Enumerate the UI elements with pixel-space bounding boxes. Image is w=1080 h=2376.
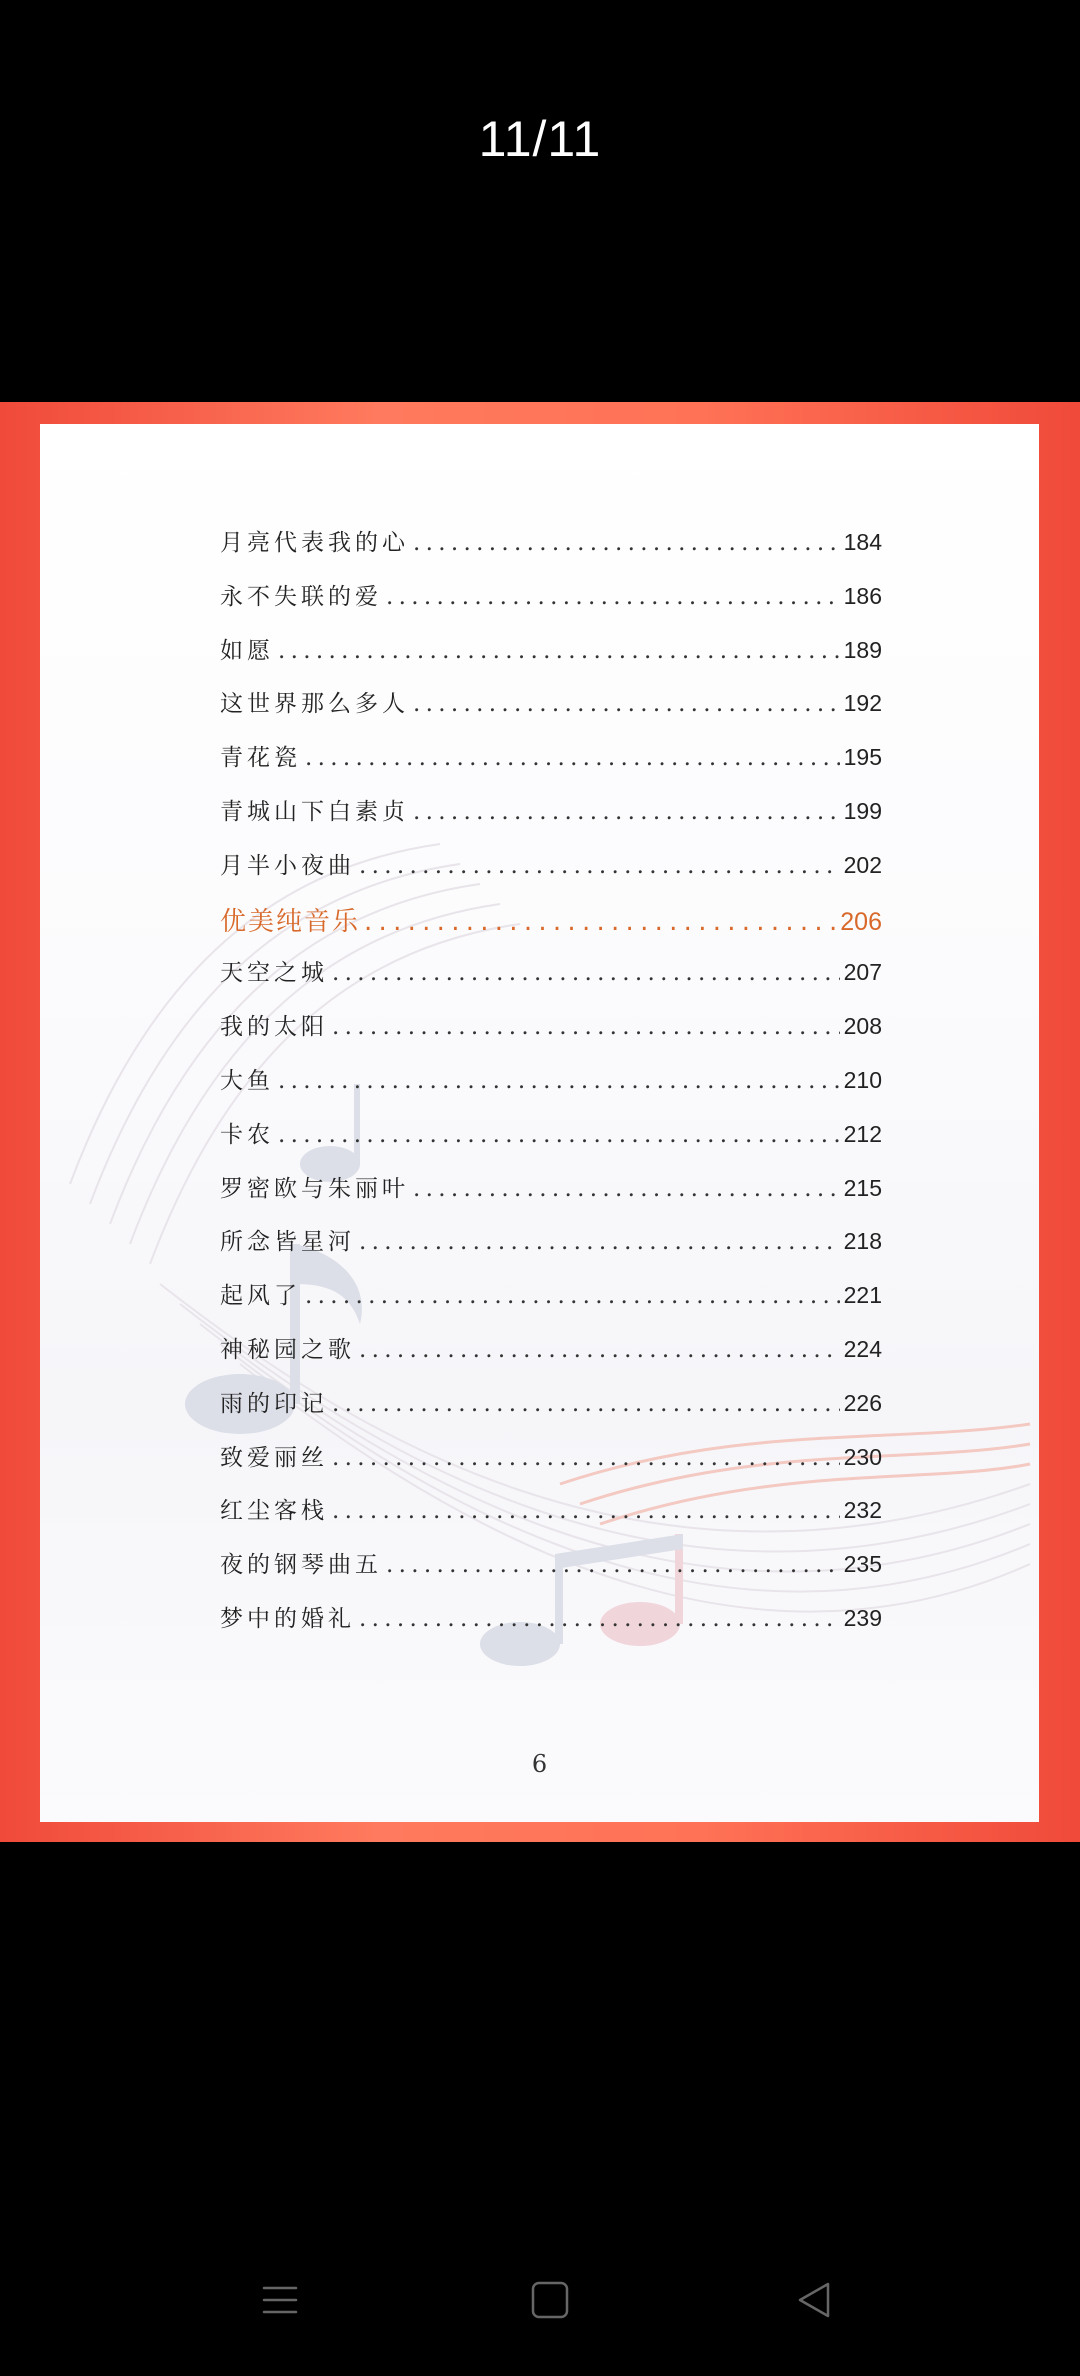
image-counter: 11/11: [478, 111, 602, 167]
system-nav-bar: [0, 2250, 1080, 2370]
toc-entry: 红尘客栈 . . . 232: [220, 1492, 882, 1546]
toc-section-heading: 优美纯音乐 . . . 206: [220, 901, 882, 955]
toc-entry: 罗密欧与朱丽叶 . . . 215: [220, 1170, 882, 1224]
toc-entry: 夜的钢琴曲五 . . . 235: [220, 1546, 882, 1600]
page-number: 6: [531, 1750, 548, 1778]
table-of-contents: [220, 524, 882, 1654]
toc-entry: 卡农 . . . 212: [220, 1116, 882, 1170]
toc-entry: 梦中的婚礼 . . . 239: [220, 1600, 882, 1654]
book-page: [40, 424, 1039, 1822]
menu-icon[interactable]: [240, 2270, 320, 2330]
toc-entry: 这世界那么多人 . . . 192: [220, 685, 882, 739]
back-icon[interactable]: [775, 2270, 855, 2330]
toc-entry: 月半小夜曲 . . . 202: [220, 847, 882, 901]
toc-entry: 神秘园之歌 . . . 224: [220, 1331, 882, 1385]
toc-entry: 所念皆星河 . . . 218: [220, 1223, 882, 1277]
toc-entry: 月亮代表我的心 . . . 184: [220, 524, 882, 578]
toc-entry: 天空之城 . . . 207: [220, 954, 882, 1008]
toc-entry: 如愿 . . . 189: [220, 632, 882, 686]
toc-entry: 大鱼 . . . 210: [220, 1062, 882, 1116]
toc-entry: 青城山下白素贞 . . . 199: [220, 793, 882, 847]
image-frame[interactable]: [0, 402, 1080, 1842]
toc-entry: 永不失联的爱 . . . 186: [220, 578, 882, 632]
home-icon[interactable]: [510, 2270, 590, 2330]
toc-entry: 青花瓷 . . . 195: [220, 739, 882, 793]
toc-entry: 我的太阳 . . . 208: [220, 1008, 882, 1062]
toc-entry: 雨的印记 . . . 226: [220, 1385, 882, 1439]
toc-entry: 致爱丽丝 . . . 230: [220, 1439, 882, 1493]
toc-entry: 起风了 . . . 221: [220, 1277, 882, 1331]
